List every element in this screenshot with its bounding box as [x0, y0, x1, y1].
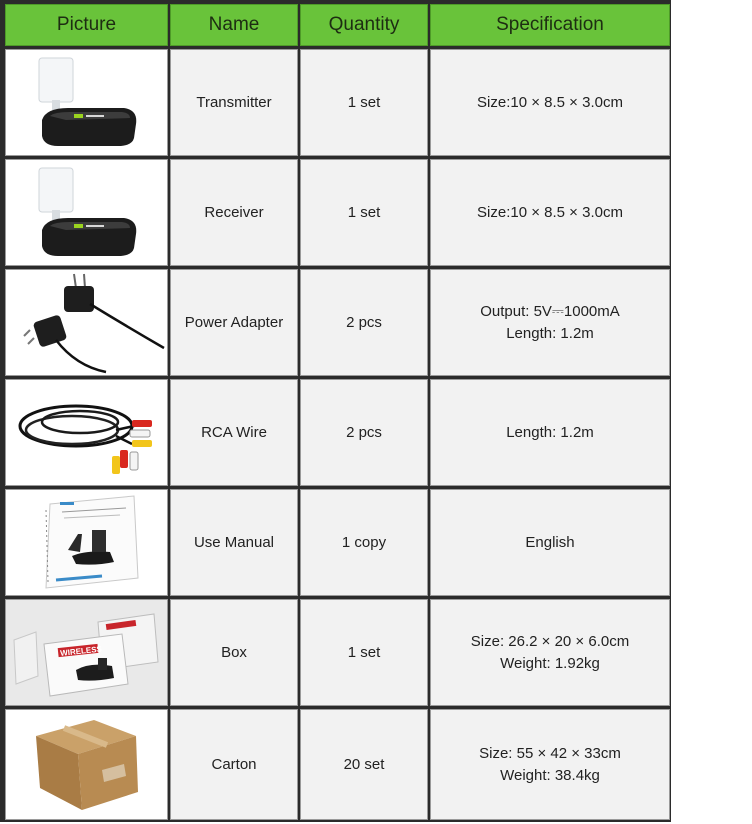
- spec-line: Size: 55 × 42 × 33cm: [479, 744, 621, 762]
- manual-image: [6, 490, 167, 595]
- spec-line: Size: 26.2 × 20 × 6.0cm: [470, 632, 630, 650]
- spec-line: Output: 5V⎓1000mA: [480, 302, 620, 320]
- header-picture: Picture: [5, 4, 168, 46]
- spec-line: Length: 1.2m: [506, 423, 594, 441]
- header-quantity: Quantity: [300, 4, 428, 46]
- spec-box: [430, 599, 670, 706]
- carton-image: [6, 710, 167, 819]
- name-receiver: Receiver: [170, 159, 298, 266]
- quantity-use-manual: 1 copy: [300, 489, 428, 596]
- spec-transmitter: [430, 49, 670, 156]
- picture-box: [5, 599, 168, 706]
- picture-power-adapter: [5, 269, 168, 376]
- picture-receiver: [5, 159, 168, 266]
- picture-transmitter: [5, 49, 168, 156]
- box-image: [6, 600, 167, 705]
- quantity-rca-wire: 2 pcs: [300, 379, 428, 486]
- spec-line: Size:10 × 8.5 × 3.0cm: [477, 203, 623, 221]
- name-carton: Carton: [170, 709, 298, 820]
- name-power-adapter: Power Adapter: [170, 269, 298, 376]
- picture-rca-wire: [5, 379, 168, 486]
- transmitter-image: [6, 50, 167, 155]
- spec-line: English: [525, 533, 575, 551]
- power-adapter-image: [6, 270, 167, 375]
- spec-power-adapter: [430, 269, 670, 376]
- quantity-carton: 20 set: [300, 709, 428, 820]
- quantity-box: 1 set: [300, 599, 428, 706]
- name-use-manual: Use Manual: [170, 489, 298, 596]
- quantity-receiver: 1 set: [300, 159, 428, 266]
- box-print-text: WIRELESS: [59, 644, 103, 658]
- name-rca-wire: RCA Wire: [170, 379, 298, 486]
- header-specification: Specification: [430, 4, 670, 46]
- quantity-power-adapter: 2 pcs: [300, 269, 428, 376]
- spec-line: Weight: 1.92kg: [500, 654, 600, 672]
- spec-line: Length: 1.2m: [506, 324, 594, 342]
- picture-carton: [5, 709, 168, 820]
- name-box: Box: [170, 599, 298, 706]
- spec-rca-wire: [430, 379, 670, 486]
- quantity-transmitter: 1 set: [300, 49, 428, 156]
- receiver-image: [6, 160, 167, 265]
- spec-receiver: [430, 159, 670, 266]
- spec-line: Size:10 × 8.5 × 3.0cm: [477, 93, 623, 111]
- spec-line: Weight: 38.4kg: [500, 766, 600, 784]
- name-transmitter: Transmitter: [170, 49, 298, 156]
- rca-wire-image: [6, 380, 167, 485]
- spec-use-manual: [430, 489, 670, 596]
- spec-carton: [430, 709, 670, 820]
- picture-use-manual: [5, 489, 168, 596]
- header-name: Name: [170, 4, 298, 46]
